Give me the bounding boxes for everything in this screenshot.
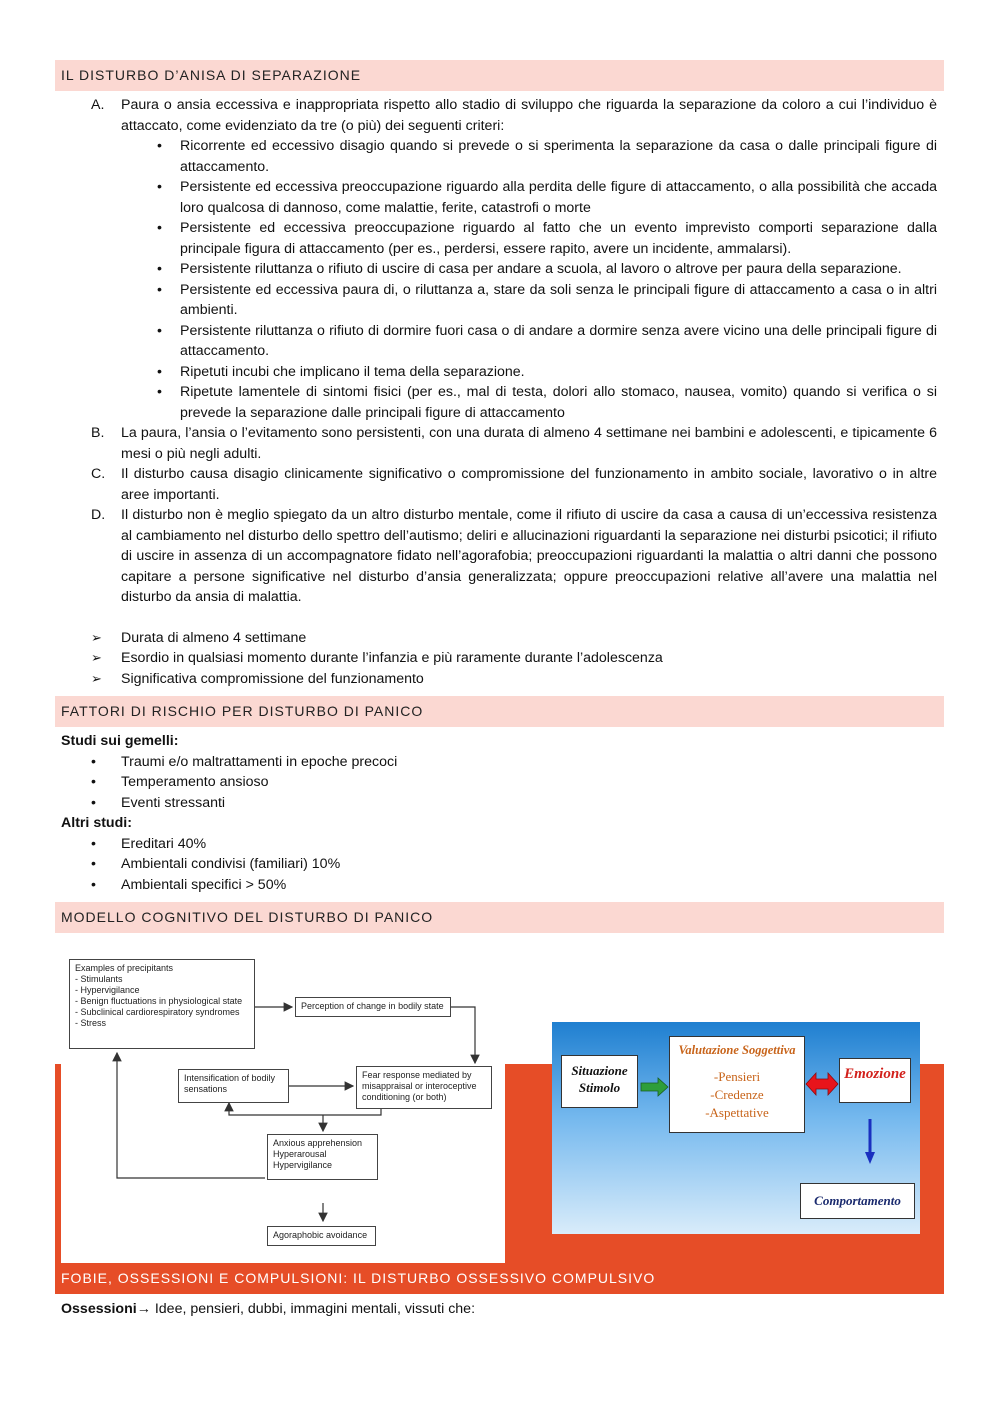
situazione-box: [561, 1055, 638, 1108]
anxious-apprehension-box: [267, 1134, 378, 1180]
precipitant-item: - Subclinical cardiorespiratory syndromes: [75, 1007, 240, 1017]
valutazione-title: Valutazione Soggettiva: [678, 1043, 796, 1057]
criterion-marker: B.: [91, 425, 105, 441]
fear-response-text: Fear response mediated by misappraisal or interoceptive conditioning (or both): [362, 1070, 477, 1102]
situazione-line: Situazione: [571, 1063, 628, 1078]
summary-item: ➢ Esordio in qualsiasi momento durante l’infanzia e più raramente durante l’adolescenza: [121, 648, 944, 669]
section-heading-cognitive-model: MODELLO COGNITIVO DEL DISTURBO DI PANICO: [55, 902, 944, 933]
intensification-box: [178, 1069, 289, 1103]
valutazione-item: -Credenze: [710, 1087, 764, 1102]
summary-item: ➢ Significativa compromissione del funzionamento: [121, 669, 944, 690]
list-item: • Persistente ed eccessiva preoccupazione riguardo alla perdita delle figure di attaccamento, o alla possibilità che accada loro qualcosa di dannoso, come malattie, ferite, catastrofi o morte: [180, 177, 937, 218]
criterion-a-bullets: [121, 136, 937, 423]
list-item: • Ambientali specifici > 50%: [121, 875, 944, 896]
section-body-separation-anxiety: [55, 95, 944, 689]
perception-box: Perception of change in bodily state: [295, 997, 451, 1017]
list-item: • Persistente ed eccessiva paura di, o riluttanza a, stare da soli senza le principali figure di attaccamento a casa o in altri ambienti.: [180, 280, 937, 321]
precipitants-box: [69, 959, 255, 1049]
anxious-line: Hypervigilance: [273, 1160, 333, 1170]
list-item: • Ereditari 40%: [121, 834, 944, 855]
list-item: • Traumi e/o maltrattamenti in epoche precoci: [121, 752, 944, 773]
valutazione-box: [669, 1036, 805, 1133]
criterion-text: Paura o ansia eccessiva e inappropriata rispetto allo stadio di sviluppo che riguarda la separazione da coloro a cui l’individuo è attaccato, come evidenziato da tre (o più) dei seguenti criteri:: [121, 97, 937, 134]
criterion-marker: C.: [91, 466, 106, 482]
anxious-line: Hyperarousal: [273, 1149, 327, 1159]
list-item: • Eventi stressanti: [121, 793, 944, 814]
criterion-a: [91, 95, 937, 423]
summary-item: ➢ Durata di almeno 4 settimane: [121, 628, 944, 649]
agoraphobic-avoidance-box: Agoraphobic avoidance: [267, 1226, 376, 1246]
obsessions-text: Idee, pensieri, dubbi, immagini mentali, vissuti che:: [150, 1301, 476, 1317]
valutazione-item: -Aspettative: [705, 1105, 769, 1120]
list-item: • Temperamento ansioso: [121, 772, 944, 793]
arrow-glyph: →: [136, 1301, 151, 1317]
obsessions-line: [55, 1299, 944, 1319]
twins-list: [55, 752, 944, 814]
precipitant-item: - Hypervigilance: [75, 985, 140, 995]
criterion-marker: D.: [91, 507, 106, 523]
intensification-text: Intensification of bodily sensations: [184, 1073, 276, 1094]
summary-list: [55, 628, 944, 690]
precipitant-item: - Stimulants: [75, 974, 123, 984]
panic-cycle-diagram: [61, 953, 505, 1263]
section-heading-ocd: FOBIE, OSSESSIONI E COMPULSIONI: IL DISTURBO OSSESSIVO COMPULSIVO: [55, 1263, 944, 1294]
precipitant-item: - Stress: [75, 1018, 107, 1028]
precipitant-item: - Benign fluctuations in physiological state: [75, 996, 243, 1006]
anxious-line: Anxious apprehension: [273, 1138, 363, 1148]
section-body-risk-factors: [55, 731, 944, 895]
section-heading-separation-anxiety: IL DISTURBO D’ANISA DI SEPARAZIONE: [55, 60, 944, 91]
criterion-text: Il disturbo non è meglio spiegato da un altro disturbo mentale, come il rifiuto di uscire da casa a causa di un’eccessiva resistenza al cambiamento nel disturbo dello spettro dell’autismo; deliri e allucinazioni riguardanti la separazione nei disturbi psicotici; il rifiuto di uscire in assenza di un accompagnatore fidato nell’agorafobia; preoccupazioni riguardanti la malattia o altri danni che possono capitare a persone significative nel disturbo d’ansia generalizzata; oppure preoccupazioni relative all’avere una malattia nel disturbo da ansia di malattia.: [121, 507, 937, 605]
list-item: • Ambientali condivisi (familiari) 10%: [121, 854, 944, 875]
document-page: [55, 60, 944, 1319]
list-item: • Ripetute lamentele di sintomi fisici (per es., mal di testa, dolori allo stomaco, nausea, vomito) quando si verifica o si prevede la separazione dalle principali figure di attaccamento: [180, 382, 937, 423]
group-label-twins: Studi sui gemelli:: [61, 733, 179, 749]
section-heading-risk-factors: FATTORI DI RISCHIO PER DISTURBO DI PANICO: [55, 696, 944, 727]
comportamento-box: Comportamento: [800, 1183, 915, 1219]
valutazione-items: [670, 1068, 804, 1122]
criteria-list: [55, 95, 944, 608]
valutazione-item: -Pensieri: [713, 1069, 761, 1084]
situazione-line: Stimolo: [578, 1080, 621, 1095]
criterion-text: Il disturbo causa disagio clinicamente significativo o compromissione del funzionamento in ambito sociale, lavorativo o in altre aree importanti.: [121, 466, 937, 503]
other-studies-list: [55, 834, 944, 896]
list-item: • Persistente riluttanza o rifiuto di dormire fuori casa o di andare a dormire senza avere vicino una delle principali figure di attaccamento.: [180, 321, 937, 362]
precipitants-title: Examples of precipitants: [75, 963, 174, 973]
fear-response-box: [356, 1066, 492, 1109]
cognitive-model-figure: [55, 933, 944, 1263]
cognitive-evaluation-diagram: [552, 1022, 920, 1234]
list-item: • Ricorrente ed eccessivo disagio quando si prevede o si sperimenta la separazione da casa o dalle principali figure di attaccamento.: [180, 136, 937, 177]
criterion-d: [91, 505, 937, 608]
list-item: • Persistente ed eccessiva preoccupazione riguardo al fatto che un evento imprevisto comporti separazione dalla principale figura di attaccamento (per es., perdersi, essere rapito, avere un incidente, ammalarsi).: [180, 218, 937, 259]
obsessions-label: Ossessioni: [61, 1301, 137, 1317]
criterion-b: [91, 423, 937, 464]
emozione-box: Emozione: [839, 1058, 911, 1103]
group-label-other: Altri studi:: [61, 815, 132, 831]
criterion-text: La paura, l’ansia o l’evitamento sono persistenti, con una durata di almeno 4 settimane nei bambini e adolescenti, e tipicamente 6 mesi o più negli adulti.: [121, 425, 937, 462]
criterion-c: [91, 464, 937, 505]
criterion-marker: A.: [91, 97, 105, 113]
list-item: • Ripetuti incubi che implicano il tema della separazione.: [180, 362, 937, 383]
list-item: • Persistente riluttanza o rifiuto di uscire di casa per andare a scuola, al lavoro o altrove per paura della separazione.: [180, 259, 937, 280]
